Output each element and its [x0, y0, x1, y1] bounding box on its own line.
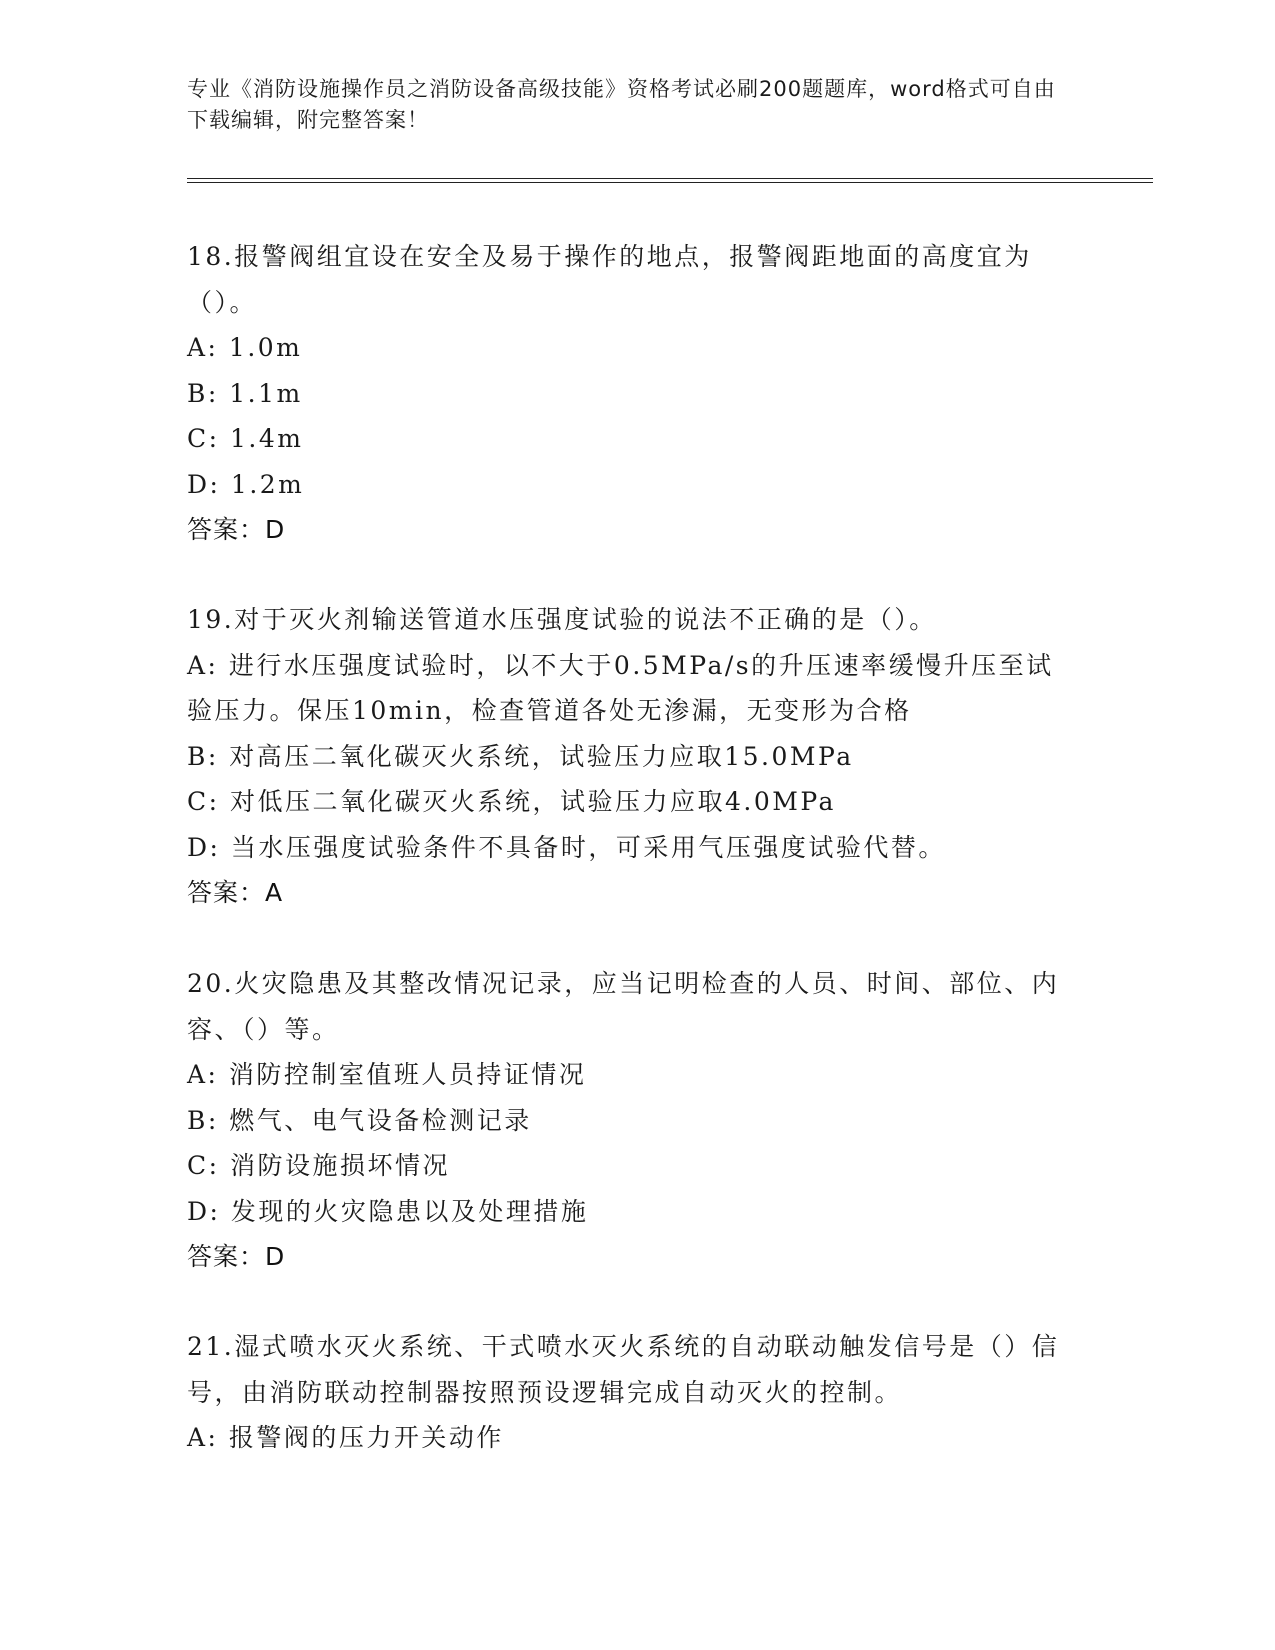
- document-header: 专业《消防设施操作员之消防设备高级技能》资格考试必刷200题题库，word格式可自由下载编辑，附完整答案！: [187, 77, 1056, 132]
- option-a: A: 1.0m: [187, 333, 303, 362]
- question-stem: 21.湿式喷水灭火系统、干式喷水灭火系统的自动联动触发信号是（）信号，由消防联动控制器按照预设逻辑完成自动灭火的控制。: [187, 1332, 1060, 1407]
- option-a: A: 消防控制室值班人员持证情况: [187, 1060, 587, 1089]
- option-d: D: 1.2m: [187, 469, 305, 499]
- question-20: [187, 961, 1067, 1280]
- header-divider-bottom: [187, 182, 1153, 183]
- question-stem: 19.对于灭火剂输送管道水压强度试验的说法不正确的是（）。: [187, 605, 937, 634]
- answer-line: 答案：D: [187, 1242, 286, 1271]
- question-18: [187, 234, 1067, 553]
- option-c: C: 1.4m: [187, 424, 304, 453]
- question-21: [187, 1324, 1067, 1461]
- option-b: B: 1.1m: [187, 378, 303, 408]
- header-divider-top: [187, 178, 1153, 179]
- option-d: D: 当水压强度试验条件不具备时，可采用气压强度试验代替。: [187, 832, 946, 862]
- answer-line: 答案：A: [187, 878, 284, 907]
- option-c: C: 消防设施损坏情况: [187, 1151, 450, 1180]
- option-d: D: 发现的火灾隐患以及处理措施: [187, 1196, 589, 1226]
- question-stem: 18.报警阀组宜设在安全及易于操作的地点，报警阀距地面的高度宜为（）。: [187, 242, 1032, 317]
- option-b: B: 对高压二氧化碳灭火系统，试验压力应取15.0MPa: [187, 741, 854, 771]
- answer-line: 答案：D: [187, 515, 286, 544]
- option-a: A: 报警阀的压力开关动作: [187, 1423, 504, 1452]
- option-c: C: 对低压二氧化碳灭火系统，试验压力应取4.0MPa: [187, 787, 836, 816]
- option-a: A: 进行水压强度试验时，以不大于0.5MPa/s的升压速率缓慢升压至试验压力。保压10min，检查管道各处无渗漏，无变形为合格: [187, 650, 1054, 725]
- question-19: [187, 597, 1067, 916]
- question-stem: 20.火灾隐患及其整改情况记录，应当记明检查的人员、时间、部位、内容、（）等。: [187, 969, 1060, 1044]
- option-b: B: 燃气、电气设备检测记录: [187, 1105, 532, 1135]
